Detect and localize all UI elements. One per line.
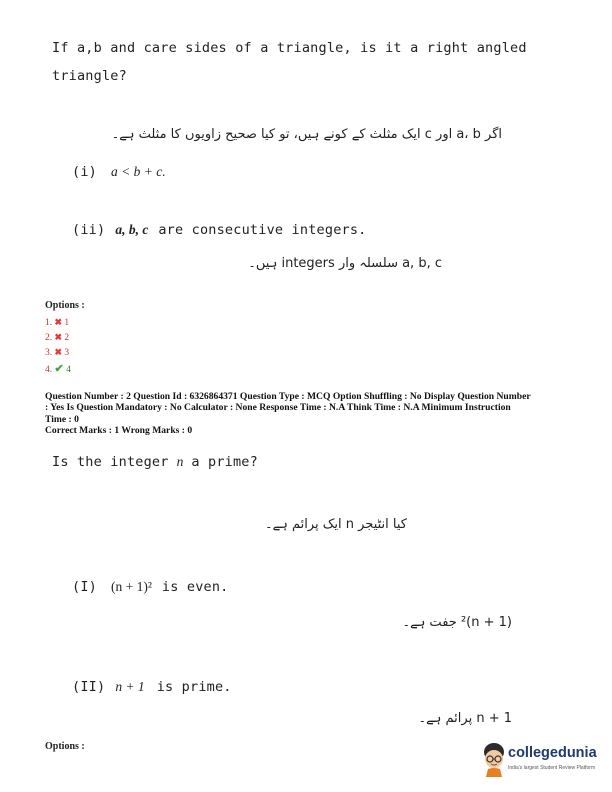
q2-condition-1-label: (I) <box>72 579 97 595</box>
q1-condition-2-urdu: a, b, c سلسلہ وار integers ہیں۔ <box>248 256 442 271</box>
logo-tagline: India's largest Student Review Platform <box>508 765 596 771</box>
q2-condition-2-text: is prime. <box>156 679 232 695</box>
q1-condition-1 <box>72 163 166 181</box>
q2-line-1: Is the integer n a prime? <box>52 454 258 470</box>
q1-option-1: 1. ✖ 1 <box>45 317 70 328</box>
cross-icon: ✖ <box>54 317 63 327</box>
cross-icon: ✖ <box>54 347 63 357</box>
q1-condition-2-label: (ii) <box>72 222 106 238</box>
q2-condition-1 <box>72 578 229 596</box>
q2-meta-line-2: : Yes Is Question Mandatory : No Calculator : None Response Time : N.A Think Time : N.A Minimum Instruction <box>45 402 511 414</box>
q2-meta-line-3: Time : 0 <box>45 413 79 425</box>
q2-condition-2-urdu: n + 1 پرائم ہے۔ <box>418 711 512 726</box>
q1-option-3: 3. ✖ 3 <box>45 347 70 358</box>
q1-condition-2-math: a, b, c <box>115 222 149 237</box>
logo-wordmark: collegedunia <box>508 745 597 761</box>
q1-urdu-text: اگر a، b اور c ایک مثلث کے کونے ہیں، تو کیا صحیح زاویوں کا مثلث ہے۔ <box>111 127 502 142</box>
q1-line-1: If a,b and care sides of a triangle, is it a right angled <box>52 40 527 56</box>
check-icon: ✔ <box>54 363 64 375</box>
student-avatar-icon <box>480 739 508 777</box>
q1-option-2: 2. ✖ 2 <box>45 332 70 343</box>
q2-condition-2 <box>72 678 232 696</box>
q2-condition-2-label: (II) <box>72 679 106 695</box>
q2-options-heading: Options : <box>45 741 85 752</box>
q2-metadata <box>45 391 585 437</box>
q2-condition-1-math: (n + 1)² <box>110 579 152 594</box>
q1-condition-1-label: (i) <box>72 164 97 180</box>
q2-urdu-text: کیا انٹیجر n ایک پرائم ہے۔ <box>264 517 407 532</box>
q1-option-4: 4. ✔ 4 <box>45 363 71 375</box>
q2-condition-2-math: n + 1 <box>115 679 145 694</box>
q2-condition-1-urdu: (n + 1)² جفت ہے۔ <box>402 615 512 630</box>
q2-marks: Correct Marks : 1 Wrong Marks : 0 <box>45 425 193 437</box>
collegedunia-logo <box>480 737 610 787</box>
q2-condition-1-text: is even. <box>161 579 229 595</box>
cross-icon: ✖ <box>54 332 63 342</box>
q1-options-heading: Options : <box>45 300 85 311</box>
q1-condition-1-math: a < b + c. <box>110 164 166 179</box>
q1-condition-2-text: are consecutive integers. <box>158 222 367 238</box>
q2-meta-line-1: Question Number : 2 Question Id : 6326864371 Question Type : MCQ Option Shuffling : No Display Question Number <box>45 391 531 402</box>
q1-line-2: triangle? <box>52 68 127 84</box>
q1-condition-2 <box>72 221 367 239</box>
